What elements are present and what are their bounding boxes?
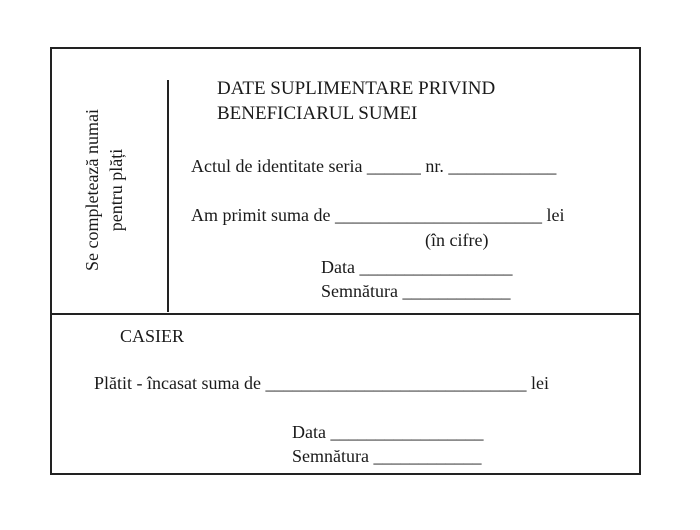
id-document-field[interactable]: Actul de identitate seria ______ nr. ____________ (191, 156, 557, 176)
vertical-divider (167, 80, 169, 312)
side-note-line-2: pentru plăți (106, 148, 126, 232)
beneficiary-signature-field[interactable]: Semnătura ____________ (321, 281, 511, 301)
cashier-date-field[interactable]: Data _________________ (292, 422, 484, 442)
form-frame (50, 47, 641, 475)
section-divider (52, 313, 639, 315)
cashier-signature-field[interactable]: Semnătura ____________ (292, 446, 482, 466)
beneficiary-date-field[interactable]: Data _________________ (321, 257, 513, 277)
side-note (80, 85, 128, 295)
received-amount-field[interactable]: Am primit suma de _______________________ lei (191, 205, 565, 225)
in-figures-note: (în cifre) (425, 230, 489, 250)
beneficiary-title-line-2: BENEFICIARUL SUMEI (217, 103, 418, 124)
side-note-line-1: Se completează numai (82, 109, 102, 271)
beneficiary-title-line-1: DATE SUPLIMENTARE PRIVIND (217, 78, 496, 99)
paid-amount-field[interactable]: Plătit - încasat suma de _____________________________ lei (94, 373, 549, 393)
cashier-heading: CASIER (120, 326, 185, 346)
